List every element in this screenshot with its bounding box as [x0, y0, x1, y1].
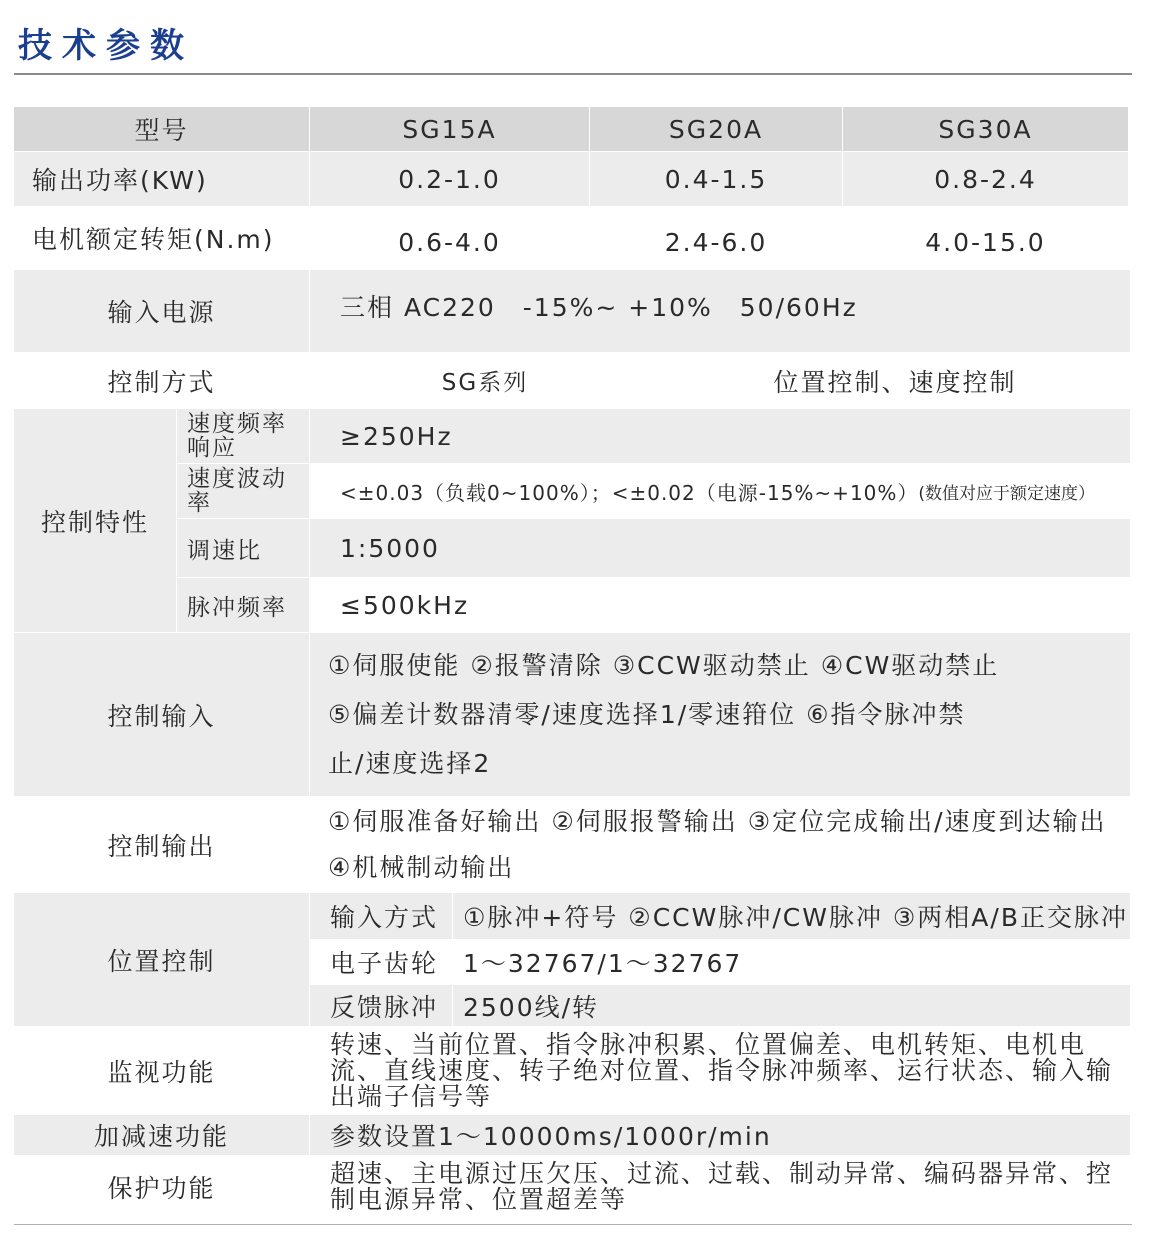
control-input-line: ①伺服使能 ②报警清除 ③CCW驱动禁止 ④CW驱动禁止 [328, 651, 1000, 680]
speed-response-value-cell [310, 409, 1130, 463]
model-name: SG30A [938, 114, 1033, 144]
control-input-label: 控制输入 [107, 701, 216, 731]
pulse-frequency-label: 脉冲频率 [187, 594, 287, 621]
speed-fluctuation-value: <±0.03（负载0~100%）；<±0.02（电源-15%~+10%） [340, 480, 919, 505]
accel-decel-value: 参数设置1～10000ms/1000r/min [330, 1122, 772, 1151]
feedback-pulse-label: 反馈脉冲 [330, 992, 439, 1022]
model-name: SG15A [402, 114, 497, 144]
control-input-label-cell [14, 633, 309, 796]
power-input-value-cell [310, 270, 1130, 352]
protection-value-cell [310, 1156, 1130, 1218]
control-mode-value-cell [660, 353, 1130, 408]
output-power-value: 0.4-1.5 [664, 164, 768, 194]
output-power-sg20a [590, 152, 842, 206]
input-method-label-cell [310, 893, 452, 939]
input-method-value: ①脉冲+符号 ②CCW脉冲/CW脉冲 ③两相A/B正交脉冲 [463, 903, 1128, 932]
power-input-label: 输入电源 [107, 298, 216, 327]
speed-ratio-value: 1:5000 [340, 533, 440, 563]
output-power-value: 0.8-2.4 [934, 164, 1037, 194]
accel-decel-value-cell [310, 1115, 1130, 1155]
pulse-frequency-value-cell [310, 578, 1130, 632]
monitoring-value: 转速、当前位置、指令脉冲积累、位置偏差、电机转矩、电机电流、直线速度、转子绝对位置、指令脉冲频率、运行状态、输入输出端子信号等 [330, 1029, 1114, 1111]
speed-ratio-label-cell [177, 519, 309, 577]
model-sg20a [590, 107, 842, 151]
position-control-label: 位置控制 [107, 946, 216, 976]
electronic-gear-label-cell [310, 940, 452, 984]
electronic-gear-value: 1～32767/1～32767 [463, 949, 743, 978]
speed-response-value: ≥250Hz [340, 421, 453, 451]
bottom-divider [14, 1224, 1132, 1225]
rated-torque-label-cell [14, 207, 309, 269]
feedback-pulse-value-cell [453, 985, 1130, 1026]
speed-fluctuation-note: (数值对应于额定速度） [918, 483, 1096, 504]
control-mode-series: SG系列 [441, 370, 529, 396]
title-divider [14, 73, 1132, 75]
control-input-line: 止/速度选择2 [328, 749, 492, 778]
accel-decel-label-cell [14, 1115, 309, 1155]
model-label: 型号 [134, 116, 189, 145]
control-mode-label-cell [14, 353, 309, 408]
monitoring-label-cell [14, 1027, 309, 1114]
rated-torque-value: 4.0-15.0 [925, 227, 1046, 257]
control-output-line: ①伺服准备好输出 ②伺服报警输出 ③定位完成输出/速度到达输出 [328, 806, 1107, 836]
control-characteristics-label-cell [14, 409, 176, 632]
output-power-value: 0.2-1.0 [398, 164, 501, 194]
control-characteristics-label: 控制特性 [40, 507, 149, 537]
feedback-pulse-value: 2500线/转 [463, 992, 600, 1022]
control-mode-label: 控制方式 [107, 367, 216, 397]
page-title: 技术参数 [18, 26, 194, 66]
control-output-line: ④机械制动输出 [328, 852, 515, 882]
model-sg30a [843, 107, 1128, 151]
control-mode-series-cell [310, 353, 660, 408]
electronic-gear-label: 电子齿轮 [330, 949, 439, 978]
output-power-sg30a [843, 152, 1128, 206]
speed-response-label: 速度频率响应 [187, 411, 287, 461]
output-power-label: 输出功率(KW) [32, 166, 208, 195]
rated-torque-value: 0.6-4.0 [398, 227, 501, 257]
control-input-value-cell [310, 633, 1130, 796]
monitoring-label: 监视功能 [107, 1057, 216, 1087]
rated-torque-sg20a [590, 207, 842, 269]
electronic-gear-value-cell [453, 940, 1130, 984]
feedback-pulse-label-cell [310, 985, 452, 1026]
speed-fluctuation-label-cell [177, 464, 309, 518]
speed-ratio-label: 调速比 [187, 537, 262, 564]
monitoring-value-cell [310, 1027, 1130, 1114]
input-method-label: 输入方式 [330, 903, 439, 932]
speed-fluctuation-value-cell [310, 464, 1130, 518]
control-output-label: 控制输出 [107, 831, 216, 861]
output-power-label-cell [14, 152, 309, 206]
rated-torque-value: 2.4-6.0 [664, 227, 768, 257]
input-method-value-cell [453, 893, 1130, 939]
model-name: SG20A [668, 114, 764, 144]
protection-label-cell [14, 1156, 309, 1218]
speed-ratio-value-cell [310, 519, 1130, 577]
power-input-label-cell [14, 270, 309, 352]
protection-value: 超速、主电源过压欠压、过流、过载、制动异常、编码器异常、控制电源异常、位置超差等 [330, 1159, 1114, 1214]
control-output-value-cell [310, 797, 1130, 892]
output-power-sg15a [310, 152, 589, 206]
protection-label: 保护功能 [107, 1174, 216, 1203]
power-input-value: 三相 AC220 -15%~ +10% 50/60Hz [340, 293, 858, 322]
pulse-frequency-value: ≤500kHz [340, 590, 470, 620]
pulse-frequency-label-cell [177, 578, 309, 632]
control-input-line: ⑤偏差计数器清零/速度选择1/零速箝位 ⑥指令脉冲禁 [328, 700, 966, 729]
speed-response-label-cell [177, 409, 309, 463]
model-label-cell [14, 107, 309, 151]
rated-torque-sg30a [843, 207, 1128, 269]
control-mode-value: 位置控制、速度控制 [773, 367, 1017, 397]
model-sg15a [310, 107, 589, 151]
speed-fluctuation-label: 速度波动率 [187, 466, 287, 516]
position-control-label-cell [14, 893, 309, 1026]
accel-decel-label: 加减速功能 [93, 1122, 229, 1151]
control-output-label-cell [14, 797, 309, 892]
rated-torque-sg15a [310, 207, 589, 269]
rated-torque-label: 电机额定转矩(N.m) [32, 225, 275, 254]
